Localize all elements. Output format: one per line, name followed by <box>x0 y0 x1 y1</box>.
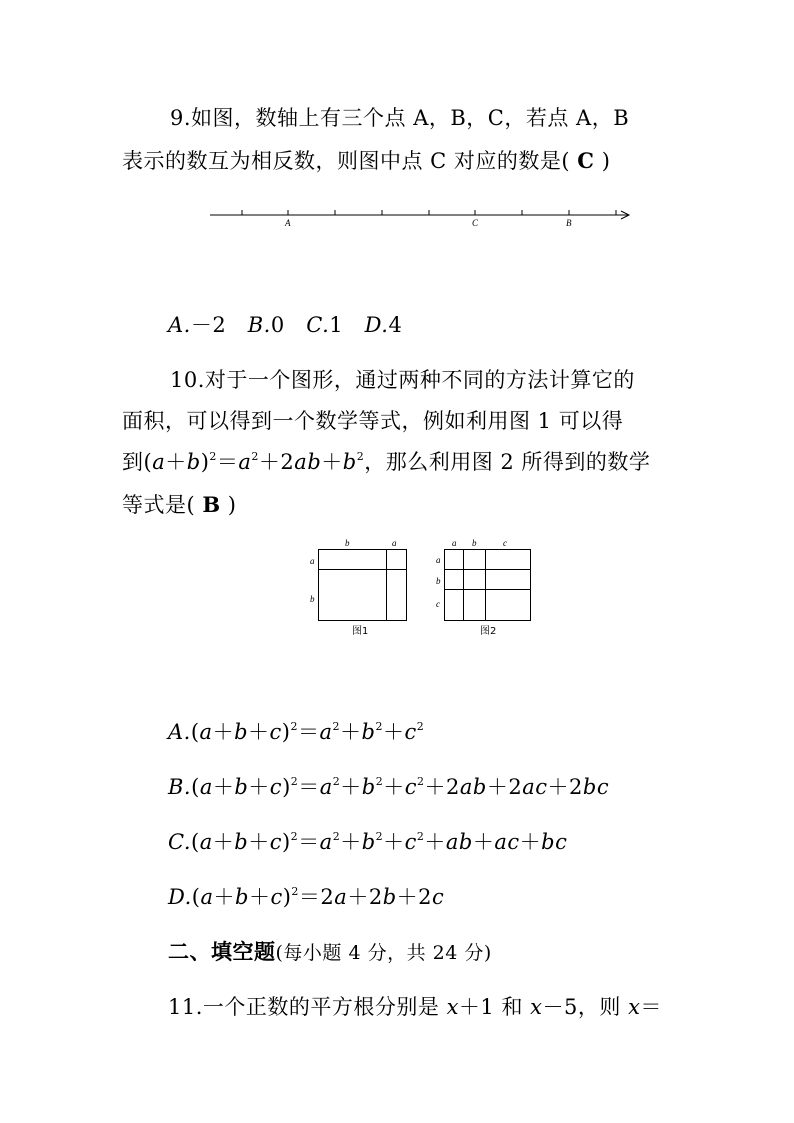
q10-answer: B <box>202 492 221 517</box>
q10-line-1: 10.对于一个图形，通过两种不同的方法计算它的 <box>170 368 635 392</box>
q10-line-4: 等式是( B ) <box>122 492 237 517</box>
q11-text-b: 和 <box>494 995 531 1019</box>
q9-option-a-letter: A. <box>168 313 191 337</box>
q10-line-3-prefix: 到 <box>122 450 144 474</box>
fig2-label-left-a: a <box>436 555 441 565</box>
fig1-caption: 图1 <box>352 626 369 637</box>
q9-option-a-value: －2 <box>190 313 227 337</box>
section-2-note: (每小题 4 分，共 24 分) <box>275 942 492 964</box>
number-line-label-a: A <box>285 218 291 228</box>
q10-option-a-letter: A. <box>168 720 191 744</box>
formula-square-of-sum: $(a+b)^2=a^2+2ab+b^2$ <box>143 450 365 474</box>
q9-option-b-letter: B. <box>247 313 271 337</box>
fig1-label-top-b: b <box>345 538 350 548</box>
q9-options <box>168 315 402 336</box>
q9-option-d-value: 4 <box>388 313 403 337</box>
q9-line-2-text: 表示的数互为相反数，则图中点 C 对应的数是 <box>122 149 562 173</box>
q11-text-a: 11.一个正数的平方根分别是 <box>168 995 447 1019</box>
fig1-label-left-b: b <box>310 594 315 604</box>
fig2-caption: 图2 <box>480 626 497 637</box>
number-line <box>205 203 637 233</box>
section-2-heading <box>168 942 492 963</box>
q10-option-b-letter: B. <box>168 775 192 799</box>
fig2-label-left-b: b <box>436 576 441 586</box>
q11-equals: ＝ <box>640 995 662 1019</box>
q9-option-c-letter: C. <box>306 313 330 337</box>
q11-minus-5: －5 <box>542 995 578 1019</box>
q11-var-x-3: x <box>628 995 641 1019</box>
q10-option-a: $A.(a+b+c)^2=a^2+b^2+c^2$ <box>168 720 425 744</box>
q11-plus-1: ＋1 <box>458 995 495 1019</box>
fig2-label-top-b: b <box>472 538 477 548</box>
q11-text-c: ，则 <box>577 995 629 1019</box>
q10-line-3-suffix: ，那么利用图 2 所得到的数学 <box>364 450 651 474</box>
figure-1 <box>318 549 408 621</box>
q10-option-c: $C.(a+b+c)^2=a^2+b^2+c^2+ab+ac+bc$ <box>168 830 568 854</box>
fig2-label-top-a: a <box>452 538 457 548</box>
q10-line-2: 面积，可以得到一个数学等式，例如利用图 1 可以得 <box>122 409 624 433</box>
q9-line-2: 表示的数互为相反数，则图中点 C 对应的数是( C ) <box>122 148 611 173</box>
fig2-label-top-c: c <box>503 538 507 548</box>
fig2-label-left-c: c <box>436 599 440 609</box>
q11-var-x-1: x <box>446 995 459 1019</box>
q10-option-c-letter: C. <box>168 830 191 854</box>
section-2-title: 二、填空题 <box>168 940 276 964</box>
fig1-label-top-a: a <box>392 538 397 548</box>
q10-option-b: $B.(a+b+c)^2=a^2+b^2+c^2+2ab+2ac+2bc$ <box>168 775 610 799</box>
q9-option-d-letter: D. <box>364 313 389 337</box>
q9-option-b-value: 0 <box>270 313 285 337</box>
q10-option-d: $D.(a+b+c)^2=2a+2b+2c$ <box>168 885 445 909</box>
q10-option-d-letter: D. <box>168 885 192 909</box>
q9-answer: C <box>577 148 595 173</box>
number-line-label-b: B <box>566 218 572 228</box>
q10-line-4-text: 等式是 <box>122 493 187 517</box>
q11-var-x-2: x <box>530 995 543 1019</box>
q9-line-1: 9.如图，数轴上有三个点 A，B，C，若点 A，B <box>170 106 630 130</box>
q11-line-1 <box>168 997 662 1018</box>
q9-option-c-value: 1 <box>329 313 344 337</box>
number-line-label-c: C <box>472 218 479 228</box>
figure-2 <box>444 549 532 621</box>
fig1-label-left-a: a <box>310 556 315 566</box>
q10-line-3 <box>122 452 650 473</box>
